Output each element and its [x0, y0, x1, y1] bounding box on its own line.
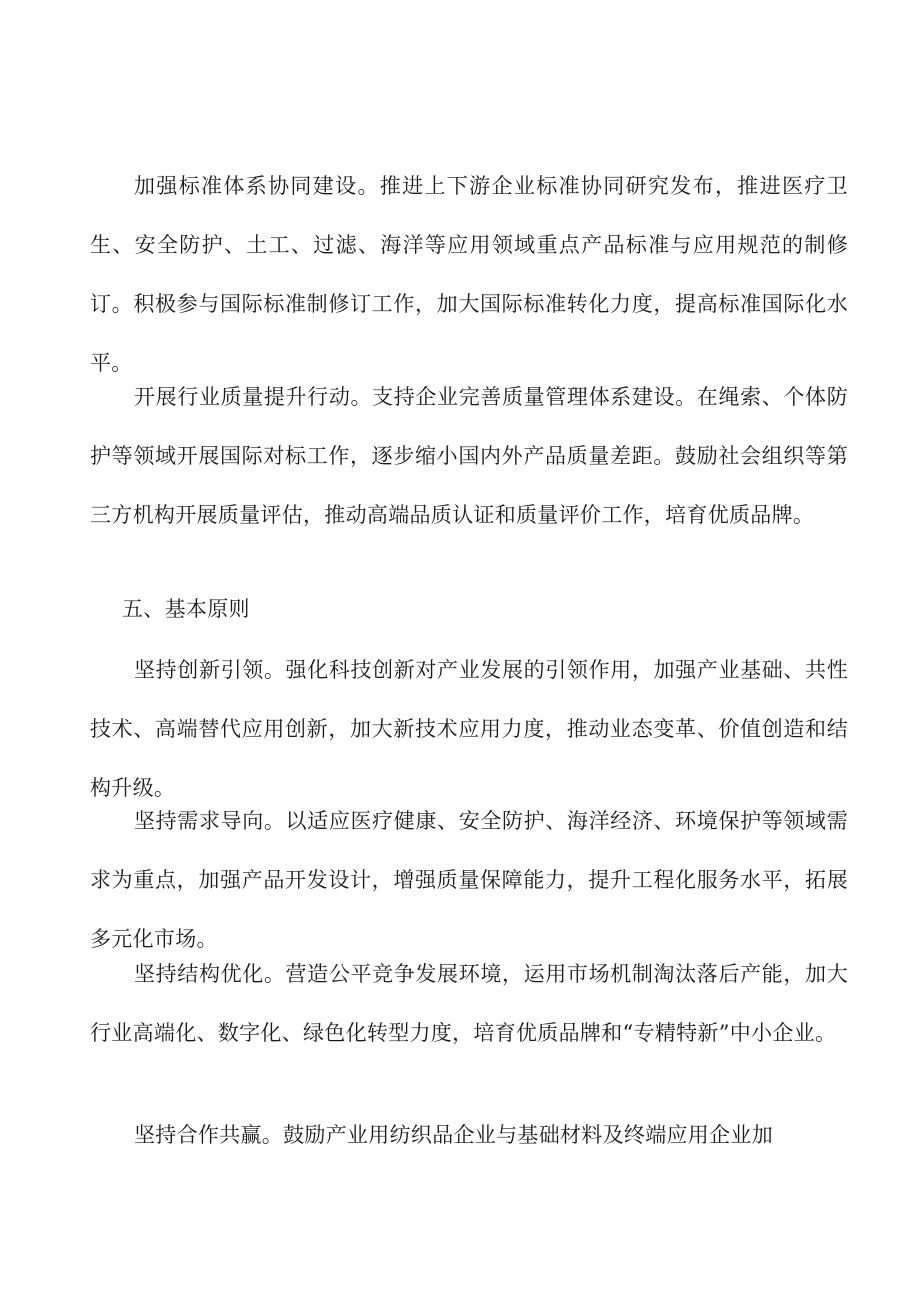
- paragraph-standards-system: 加强标准体系协同建设。推进上下游企业标准协同研究发布，推进医疗卫生、安全防护、土工、过滤、海洋等应用领域重点产品标准与应用规范的制修订。积极参与国际标准制修订工作，加大国际标准转化力度，提高标准国际化水平。: [90, 174, 848, 375]
- paragraph-principle-demand: 坚持需求导向。以适应医疗健康、安全防护、海洋经济、环境保护等领域需求为重点，加强产品开发设计，增强质量保障能力，提升工程化服务水平，拓展多元化市场。: [90, 809, 848, 951]
- section-heading-basic-principles: 五、基本原则: [122, 597, 250, 621]
- paragraph-quality-improvement: 开展行业质量提升行动。支持企业完善质量管理体系建设。在绳索、个体防护等领域开展国际对标工作，逐步缩小国内外产品质量差距。鼓励社会组织等第三方机构开展质量评估，推动高端品质认证和质量评价工作，培育优质品牌。: [90, 385, 848, 527]
- paragraph-principle-cooperation: 坚持合作共赢。鼓励产业用纺织品企业与基础材料及终端应用企业加: [134, 1123, 773, 1147]
- paragraph-principle-structure: 坚持结构优化。营造公平竞争发展环境，运用市场机制淘汰落后产能，加大行业高端化、数字化、绿色化转型力度，培育优质品牌和“专精特新”中小企业。: [90, 962, 848, 1045]
- paragraph-principle-innovation: 坚持创新引领。强化科技创新对产业发展的引领作用，加强产业基础、共性技术、高端替代应用创新，加大新技术应用力度，推动业态变革、价值创造和结构升级。: [90, 658, 848, 800]
